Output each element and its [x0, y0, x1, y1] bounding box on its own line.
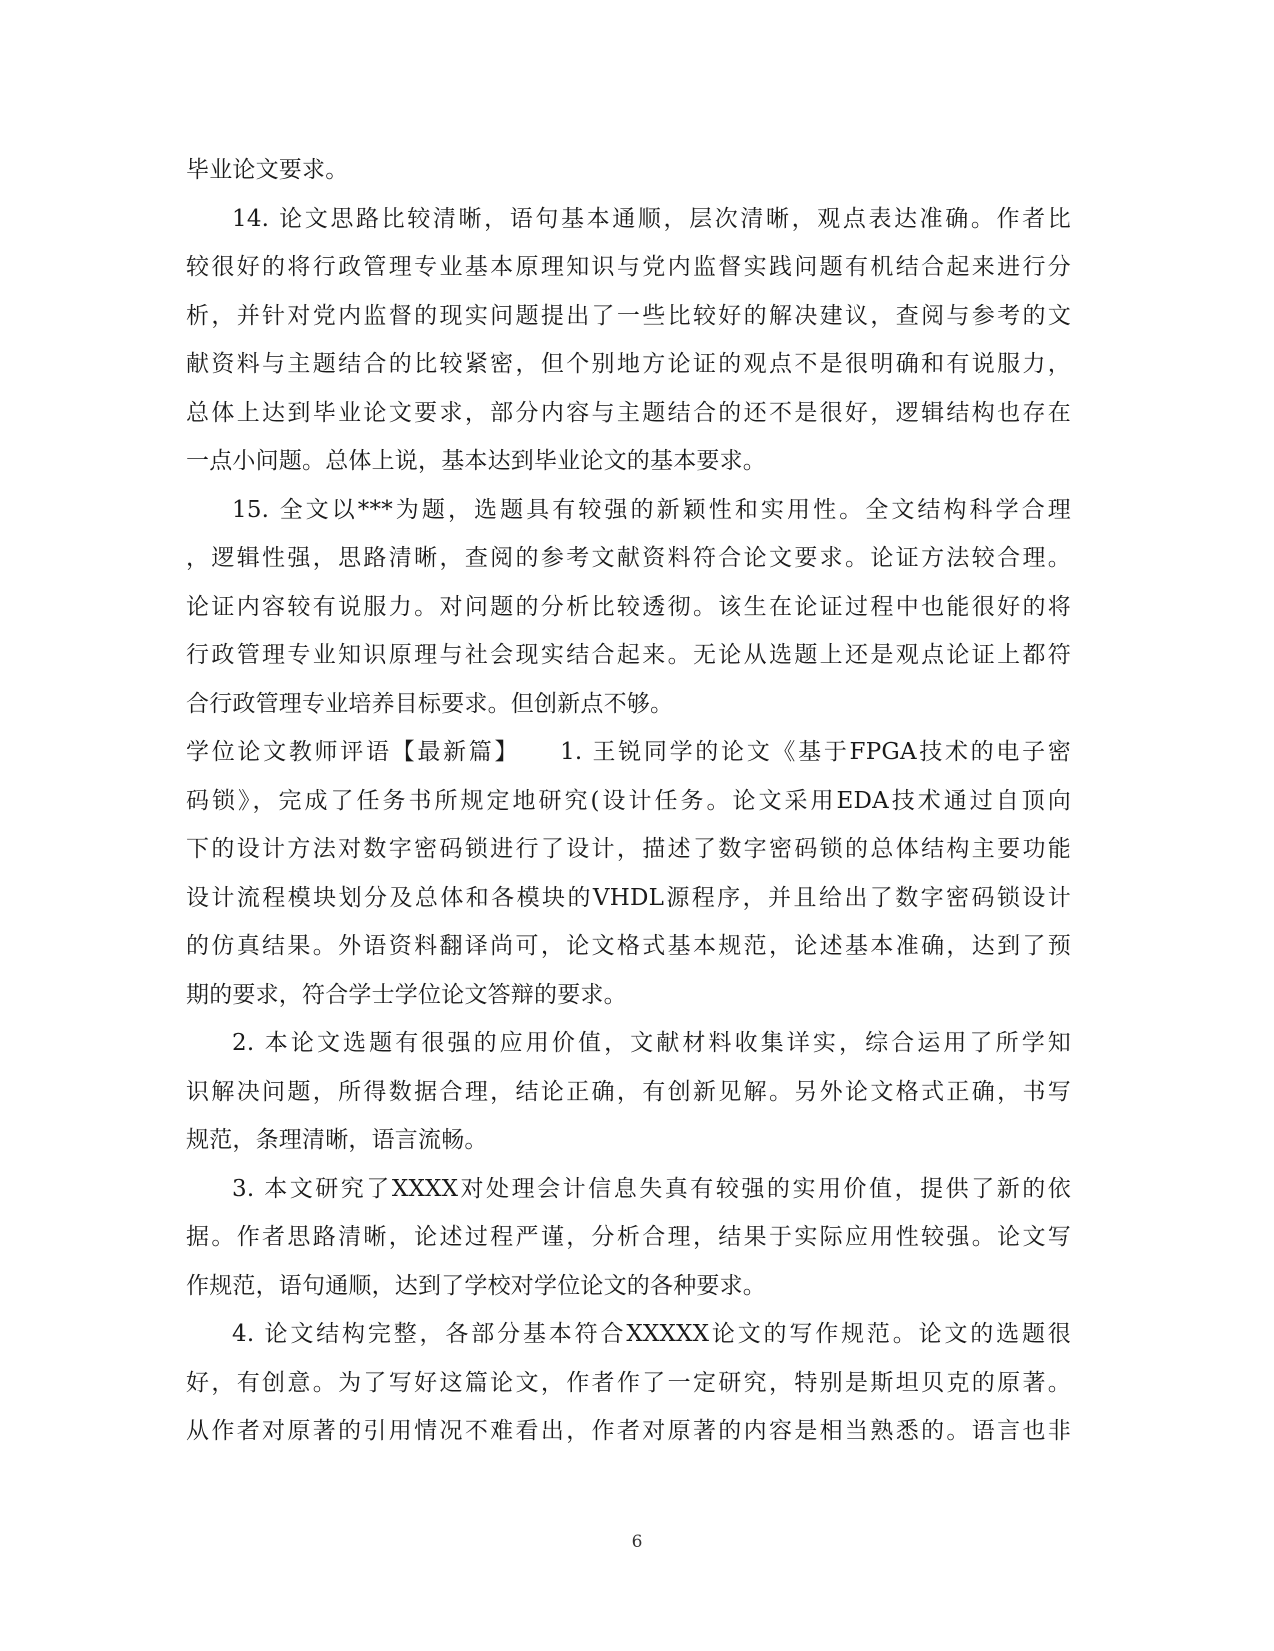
text-line: 下的设计方法对数字密码锁进行了设计，描述了数字密码锁的总体结构主要功能 — [186, 836, 1071, 862]
text-line: 3. 本文研究了XXXX对处理会计信息失真有较强的实用价值，提供了新的依 — [232, 1175, 1071, 1202]
text-line: 作规范，语句通顺，达到了学校对学位论文的各种要求。 — [186, 1272, 766, 1299]
text-line: 从作者对原著的引用情况不难看出，作者对原著的内容是相当熟悉的。语言也非 — [186, 1418, 1071, 1444]
text-line: 据。作者思路清晰，论述过程严谨，分析合理，结果于实际应用性较强。论文写 — [186, 1224, 1071, 1250]
text-line: 识解决问题，所得数据合理，结论正确，有创新见解。另外论文格式正确，书写 — [186, 1078, 1071, 1105]
text-line: 一点小问题。总体上说，基本达到毕业论文的基本要求。 — [186, 448, 766, 474]
text-line: ，逻辑性强，思路清晰，查阅的参考文献资料符合论文要求。论证方法较合理。 — [186, 545, 1071, 571]
text-line: 规范，条理清晰，语言流畅。 — [186, 1127, 488, 1153]
text-line: 论证内容较有说服力。对问题的分析比较透彻。该生在论证过程中也能很好的将 — [186, 593, 1071, 620]
text-line: 学位论文教师评语【最新篇】 1. 王锐同学的论文《基于FPGA技术的电子密 — [186, 739, 1071, 765]
text-line: 的仿真结果。外语资料翻译尚可，论文格式基本规范，论述基本准确，达到了预 — [186, 933, 1071, 959]
text-line: 合行政管理专业培养目标要求。但创新点不够。 — [186, 690, 674, 717]
text-line: 较很好的将行政管理专业基本原理知识与党内监督实践问题有机结合起来进行分 — [186, 254, 1071, 280]
text-line: 好，有创意。为了写好这篇论文，作者作了一定研究，特别是斯坦贝克的原著。 — [186, 1369, 1071, 1396]
text-line: 15. 全文以***为题，选题具有较强的新颖性和实用性。全文结构科学合理 — [232, 496, 1071, 523]
text-line: 码锁》，完成了任务书所规定地研究(设计任务。论文采用EDA技术通过自顶向 — [186, 787, 1071, 814]
text-line: 总体上达到毕业论文要求，部分内容与主题结合的还不是很好，逻辑结构也存在 — [186, 399, 1071, 426]
text-line: 2. 本论文选题有很强的应用价值，文献材料收集详实，综合运用了所学知 — [232, 1030, 1071, 1056]
text-line: 析，并针对党内监督的现实问题提出了一些比较好的解决建议，查阅与参考的文 — [186, 302, 1071, 329]
text-line: 期的要求，符合学士学位论文答辩的要求。 — [186, 981, 627, 1008]
text-line: 设计流程模块划分及总体和各模块的VHDL源程序，并且给出了数字密码锁设计 — [186, 884, 1071, 911]
page-number: 6 — [631, 1532, 643, 1552]
text-line: 献资料与主题结合的比较紧密，但个别地方论证的观点不是很明确和有说服力， — [186, 351, 1071, 377]
text-line: 行政管理专业知识原理与社会现实结合起来。无论从选题上还是观点论证上都符 — [186, 642, 1071, 668]
text-line: 毕业论文要求。 — [186, 157, 349, 183]
text-line: 4. 论文结构完整，各部分基本符合XXXXX论文的写作规范。论文的选题很 — [232, 1321, 1071, 1347]
text-line: 14. 论文思路比较清晰，语句基本通顺，层次清晰，观点表达准确。作者比 — [232, 205, 1071, 232]
document-body — [186, 146, 1071, 1456]
